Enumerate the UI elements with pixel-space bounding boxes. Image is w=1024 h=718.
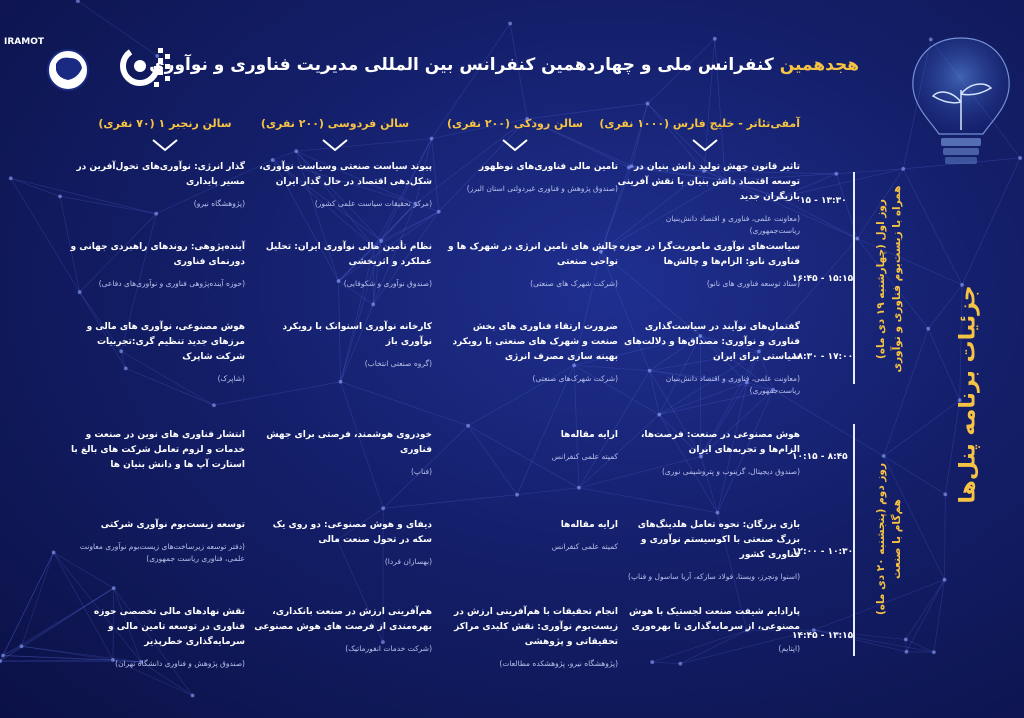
session-organizer: (شاپرک) bbox=[217, 374, 245, 383]
session-cell bbox=[65, 240, 245, 290]
session-organizer: (شرکت شهرک های صنعتی) bbox=[530, 279, 618, 288]
session-organizer: (ستاد توسعه فناوری های نانو) bbox=[706, 279, 800, 288]
lightbulb-plant-icon bbox=[905, 30, 1017, 180]
session-title: گفتمان‌های نوآیند در سیاست‌گذاری فناوری و نوآوری: مصداق‌ها و دلالت‌های سیاستی برای ایران bbox=[623, 322, 800, 362]
session-title: نظام تأمین مالی نوآوری ایران: تحلیل عملکرد و اثربخشی bbox=[265, 242, 432, 267]
time-slot: ۱۲:۰۰ - ۱۰:۳۰ bbox=[792, 547, 854, 557]
chevron-down-icon bbox=[150, 137, 180, 153]
chevron-down-icon bbox=[320, 137, 350, 153]
session-title: نقش نهادهای مالی تخصصی حوزه فناوری در توسعه تامین مالی و سرمایه‌گذاری خطرپذیر bbox=[93, 607, 245, 647]
session-cell bbox=[443, 320, 618, 385]
session-title: گذار انرژی: نوآوری‌های تحول‌آفرین در مسیر پایداری bbox=[76, 162, 245, 187]
session-organizer: (بهسازان فردا) bbox=[384, 557, 432, 566]
title-rest: کنفرانس ملی و چهاردهمین کنفرانس بین المللی مدیریت فناوری و نوآوری bbox=[149, 55, 774, 75]
day2-label bbox=[873, 429, 907, 649]
svg-text:IRAMOT: IRAMOT bbox=[4, 37, 44, 47]
session-title: ارایه مقاله‌ها bbox=[560, 520, 618, 530]
session-organizer: (پژوهشگاه نیرو) bbox=[193, 199, 245, 208]
session-title: انجام تحقیقات با هم‌آفرینی ارزش در زیست‌بوم نوآوری: نقش کلیدی مراکز تحقیقاتی و پژوهشی bbox=[454, 607, 618, 647]
session-title: تاثیر قانون جهش تولید دانش بنیان در توسعه اقتصاد دانش بنیان با نقش آفرینی بازیگران جدید bbox=[617, 162, 800, 202]
column-header-roudaki: سالن رودکی (۲۰۰ نفری) bbox=[446, 117, 583, 130]
time-slot: ۱۰:۱۵ - ۸:۴۵ bbox=[792, 452, 848, 462]
title-highlight: هجدهمین bbox=[779, 55, 859, 75]
session-cell bbox=[615, 240, 800, 290]
page-title bbox=[149, 55, 859, 75]
chevron-down-icon bbox=[690, 137, 720, 153]
session-organizer: (دفتر توسعه زیرساخت‌های زیست‌بوم نوآوری معاونت علمی، فناوری ریاست جمهوری) bbox=[79, 542, 245, 563]
session-title: ضرورت ارتقاء فناوری های بخش صنعت و شهرک های صنعتی با رویکرد بهینه سازی مصرف انرژی bbox=[452, 322, 618, 362]
session-cell bbox=[252, 160, 432, 210]
session-cell bbox=[615, 428, 800, 478]
session-cell bbox=[443, 160, 618, 195]
session-cell bbox=[252, 240, 432, 290]
session-title: پارادایم شیفت صنعت لجستیک با هوش مصنوعی، از سرمایه‌گذاری تا بهره‌وری bbox=[629, 607, 800, 632]
session-organizer: (شرکت خدمات انفورماتیک) bbox=[345, 644, 432, 653]
session-organizer: (اپتایم) bbox=[778, 644, 800, 653]
session-organizer: (حوزه آینده‌پژوهی فناوری و نوآوری‌های دفاعی) bbox=[98, 279, 245, 288]
side-title: جزئیات برنامه پنل‌ها bbox=[955, 285, 981, 504]
day2-divider bbox=[853, 424, 855, 656]
column-header-ranjbar: سالن رنجبر ۱ (۷۰ نفری) bbox=[98, 117, 232, 130]
session-cell bbox=[252, 428, 432, 478]
session-title: تامین مالی فناوری‌های نوظهور bbox=[478, 162, 618, 172]
session-cell bbox=[65, 518, 245, 565]
session-cell bbox=[65, 605, 245, 670]
session-title: کارخانه نوآوری اسنوانک با رویکرد نوآوری باز bbox=[282, 322, 432, 347]
session-title: انتشار فناوری های نوین در صنعت و خدمات و لزوم تعامل شرکت های بالغ با استارت آپ ها و دانش بنیان ها bbox=[71, 430, 245, 470]
session-cell bbox=[252, 320, 432, 370]
session-title: خودروی هوشمند، فرصتی برای جهش فناوری bbox=[266, 430, 432, 455]
session-title: سیاست‌های نوآوری ماموریت‌گرا در حوزه فناوری نانو: الزام‌ها و چالش‌ها bbox=[619, 242, 800, 267]
session-title: هم‌آفرینی ارزش در صنعت بانکداری، بهره‌مندی از فرصت های هوش مصنوعی bbox=[254, 607, 432, 632]
session-organizer: (شرکت شهرک‌های صنعتی) bbox=[532, 374, 618, 383]
session-cell bbox=[65, 428, 245, 473]
session-cell bbox=[65, 160, 245, 210]
session-title: هوش مصنوعی، نوآوری های مالی و مرزهای جدید تنظیم گری:تجربیات شرکت شاپرک bbox=[86, 322, 245, 362]
session-organizer: (فناپ) bbox=[410, 467, 432, 476]
session-cell bbox=[443, 240, 618, 290]
chevron-down-icon bbox=[500, 137, 530, 153]
session-cell bbox=[615, 320, 800, 397]
session-organizer: (صندوق نوآوری و شکوفایی) bbox=[343, 279, 432, 288]
session-cell bbox=[615, 518, 800, 583]
session-cell bbox=[65, 320, 245, 385]
session-organizer: (معاونت علمی، فناوری و اقتصاد دانش‌بنیان ریاست‌جمهوری) bbox=[665, 214, 800, 235]
session-organizer: کمیته علمی کنفرانس bbox=[551, 452, 618, 461]
day1-label bbox=[873, 169, 907, 389]
session-title: پیوند سیاست صنعتی وسیاست نوآوری، شکل‌دهی اقتصاد در حال گذار ایران bbox=[259, 162, 432, 187]
day2-line1: روز دوم (پنجشنبه ۲۰ دی ماه) bbox=[875, 463, 887, 616]
session-organizer: (معاونت علمی، فناوری و اقتصاد دانش‌بنیان ریاست‌جمهوری) bbox=[665, 374, 800, 395]
session-cell bbox=[615, 160, 800, 237]
session-title: آینده‌پژوهی: روندهای راهبردی جهانی و دورنمای فناوری bbox=[70, 242, 245, 267]
session-cell bbox=[252, 605, 432, 655]
time-slot: ۱۶:۴۵ - ۱۵:۱۵ bbox=[792, 274, 854, 284]
iramot-logo bbox=[4, 34, 102, 96]
time-slot: ۱۵ - ۱۳:۳۰ bbox=[800, 196, 847, 206]
column-header-khalij-fars: آمفی‌تئاتر - خلیج فارس (۱۰۰۰ نفری) bbox=[599, 117, 800, 130]
session-cell bbox=[252, 518, 432, 568]
day1-line2: همراه با زیست‌بوم فناوری و نوآوری bbox=[891, 185, 903, 373]
column-header-ferdowsi: سالن فردوسی (۲۰۰ نفری) bbox=[260, 117, 410, 130]
session-title: بازی بزرگان: نحوه تعامل هلدینگ‌های بزرگ صنعتی با اکوسیستم نوآوری و فناوری کشور bbox=[637, 520, 800, 560]
session-organizer: (اسنوا ونچرز، ویستا، فولاد سازکه، آریا ساسول و فناپ) bbox=[628, 572, 800, 581]
session-title: دیفای و هوش مصنوعی: دو روی یک سکه در تحول صنعت مالی bbox=[272, 520, 432, 545]
time-slot: ۱۴:۴۵ - ۱۳:۱۵ bbox=[792, 631, 854, 641]
session-cell bbox=[443, 428, 618, 463]
session-title: هوش مصنوعی در صنعت: فرصت‌ها، الزام‌ها و تجربه‌های ایران bbox=[641, 430, 800, 455]
session-organizer: (پژوهشگاه نیرو، پژوهشکده مطالعات) bbox=[499, 659, 618, 668]
session-organizer: (گروه صنعتی انتخاب) bbox=[364, 359, 432, 368]
day1-line1: روز اول (چهارشنبه ۱۹ دی ماه) bbox=[875, 199, 887, 359]
session-title: چالش های تامین انرژی در شهرک ها و نواحی صنعتی bbox=[448, 242, 618, 267]
session-organizer: (صندوق پژوهش و فناوری دانشگاه تهران) bbox=[115, 659, 245, 668]
session-title: ارایه مقاله‌ها bbox=[560, 430, 618, 440]
session-cell bbox=[443, 605, 618, 670]
session-organizer: (صندوق پژوهش و فناوری غیردولتی استان البرز) bbox=[466, 184, 618, 193]
session-cell bbox=[615, 605, 800, 655]
session-title: توسعه زیست‌بوم نوآوری شرکتی bbox=[100, 520, 245, 530]
session-organizer: (مرکز تحقیقات سیاست علمی کشور) bbox=[314, 199, 432, 208]
session-organizer: کمیته علمی کنفرانس bbox=[551, 542, 618, 551]
session-organizer: (صندوق دیجیتال، گزینوب و پتروشیمی نوری) bbox=[661, 467, 800, 476]
time-slot: ۱۸:۳۰ - ۱۷:۰۰ bbox=[792, 352, 854, 362]
day1-divider bbox=[853, 172, 855, 384]
day2-line2: هم‌گام با صنعت bbox=[891, 499, 903, 579]
session-cell bbox=[443, 518, 618, 553]
